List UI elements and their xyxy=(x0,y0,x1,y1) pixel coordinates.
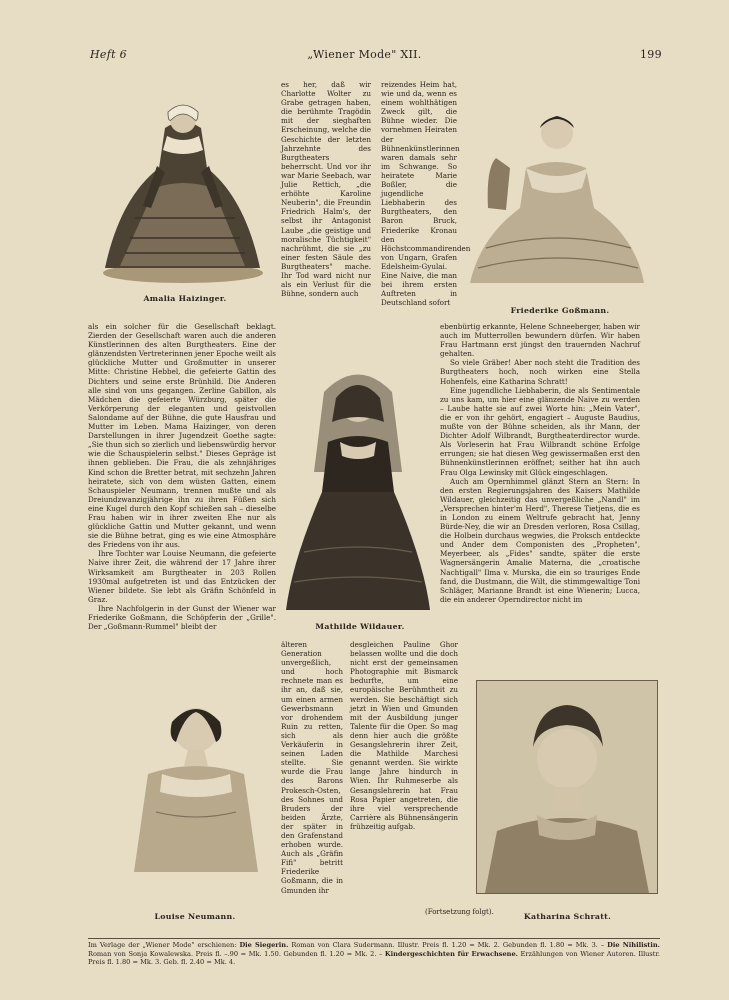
photo-frame-katharina-schratt xyxy=(476,680,658,894)
text-column-left-middle xyxy=(88,322,276,697)
caption-katharina-schratt: Katharina Schratt. xyxy=(523,912,612,921)
paragraph: als ein solcher für die Gesellschaft beklagt. Zierden der Gesellschaft waren auch die anderen Künstlerinnen des alten Burgtheaters. Eine der glänzendsten Vertreterinnen jener Epoche weilt als glückliche Mutter und Großmutter in unserer Mitte: Christine Hebbel, die gefeierte Gattin des Dichters und seine erste Brünhild. Die Anderen alle sind von uns gegangen. Zerline Gabillon, als Mädchen die gefeierte Würzburg, später die Verkörperung der eleganten und geistvollen Salondame auf der Bühne, die gute Hausfrau und Mutter im Leben. Mama Haizinger, von deren Darstellungen in ihrer Jugendzeit Goethe sagte: „Sie thun sich so zierlich und liebenswürdig hervor wie die Schauspielerin selbst." Dieses Gepräge ist ihnen geblieben. Die Frau, die als zehnjähriges Kind schon die Bretter betrat, mit sechzehn Jahren heiratete, sich von dem wüsten Gatten, einem Schauspieler Neumann, trennen mußte und als Dreiundzwanzigjährige ihn zu ihren Füßen sich eine Kugel durch den Kopf schießen sah – dieselbe Frau haben wir in ihrer zweiten Ehe nur als glückliche Gattin und Mutter gekannt, und wenn sie die Bühne betrat, ging es wie eine Atmosphäre des Friedens von ihr aus. xyxy=(88,322,276,550)
portrait-mathilde-wildauer xyxy=(284,352,432,617)
portrait-amalia-haizinger xyxy=(95,88,270,288)
book-title-kindergeschichten: Kindergeschichten für Erwachsene. xyxy=(384,949,518,958)
paragraph: reizendes Heim hat, wie und da, wenn es einem wohlthätigen Zweck gilt, die Bühne wieder. Die vornehmen Heiraten der Bühnenkünstlerinnen waren damals sehr im Schwange. So heiratete Marie Boßler, die jugendliche Liebhaberin des Burgtheaters, den Baron Bruck, Friederike Kronau den Höchstcommandirenden von Ungarn, Grafen Edelsheim-Gyulai. Eine Naive, die man bei ihrem ersten Auftreten in Deutschland sofort xyxy=(381,80,471,308)
paragraph: es her, daß wir Charlotte Wolter zu Grabe getragen haben, die berühmte Tragödin mit der sieghaften Erscheinung, welche die Geschichte der letzten Jahrzehnte des Burgtheaters beherrscht. Und vor ihr war Marie Seebach, war Julie Rettich, „die erhöhte Karoline Neuberin", die Freundin Friedrich Halm's, der selbst ihr Antagonist Laube „die geistige und moralische Tüchtigkeit" nachrühmt, die sie „zu einer festen Säule des Burgtheaters" mache. Ihr Tod ward nicht nur als ein Verlust für die Bühne, sondern auch xyxy=(281,80,371,299)
paragraph: Ihre Nachfolgerin in der Gunst der Wiener war Friederike Goßmann, die Schöpferin der „Grille". Der „Goßmann-Rummel" bleibt der xyxy=(88,603,276,632)
continued-note: (Fortsetzung folgt). xyxy=(425,908,494,916)
paragraph: älteren Generation unvergeßlich, und hoch rechnete man es ihr an, daß sie, um einen armen Gewerbsmann vor drohendem Ruin zu retten, sich als Verkäuferin in seinen Laden stellte. Sie wurde die Frau des Barons Prokesch-Osten, des Sohnes und Bruders der beiden Ärzte, der später in den Grafenstand erhoben wurde. Auch als „Gräfin Fifi" betritt Friederike Goßmann, die in Gmunden ihr xyxy=(281,640,343,895)
portrait-friederike-gossmann xyxy=(466,98,648,290)
paragraph: desgleichen Pauline Ghor belassen wollte und die doch nicht erst der gemeinsamen Photographie mit Bismarck bedurfte, um eine europäische Berühmtheit zu werden. Sie beschäftigt sich jetzt in Wien und Gmunden mit der Ausbildung junger Talente für die Oper. So mag denn hier auch die größte Gesangslehrerin ihrer Zeit, die Mathilde Marchesi genannt werden. Sie wirkte lange Jahre hindurch in Wien. Ihr Ruhmeserbe als Gesangslehrerin hat Frau Rosa Papier angetreten, die ihre viel versprechende Carrière als Bühnensängerin frühzeitig aufgab. xyxy=(350,640,458,831)
text-column-a xyxy=(281,80,371,330)
book-info-nihilistin: Roman von Sonja Kowalewska. Preis fl. –.90 = Mk. 1.50. Gebunden fl. 1.20 = Mk. 2. – xyxy=(88,949,383,958)
portrait-katharina-schratt xyxy=(477,681,657,893)
book-info-kindergeschichten: Erzählungen von Wiener Autoren. Illustr. Preis fl. 1.80 = Mk. 3. Geb. fl. 2.40 = Mk. 4. xyxy=(88,949,660,967)
caption-amalia-haizinger: Amalia Haizinger. xyxy=(143,294,227,303)
footer-lead: Im Verlage der „Wiener Mode" erschienen: xyxy=(88,941,237,949)
book-title-siegerin: Die Siegerin. xyxy=(239,941,289,949)
text-column-b-lower xyxy=(350,640,458,902)
publication-title: „Wiener Mode" XII. xyxy=(307,48,422,61)
publisher-footer xyxy=(88,938,660,967)
text-column-b xyxy=(381,80,471,330)
text-column-a-lower xyxy=(281,640,343,910)
page-number: 199 xyxy=(640,48,662,61)
caption-friederike-gossmann: Friederike Goßmann. xyxy=(510,306,610,315)
text-column-right-middle xyxy=(440,322,640,672)
caption-mathilde-wildauer: Mathilde Wildauer. xyxy=(315,622,405,631)
portrait-louise-neumann xyxy=(108,682,278,882)
paragraph: Eine jugendliche Liebhaberin, die als Sentimentale zu uns kam, um hier eine glänzende Naive zu werden – Laube hatte sie auf zwei Worte hin: „Mein Vater", die er von ihr gehört, engagiert – Auguste Baudius, mußte von der Bühne scheiden, als ihr Mann, der Dichter Adolf Wilbrandt, Burgtheaterdirector wurde. Als Vorleserin hat Frau Wilbrandt schöne Erfolge errungen; sie hat diesen Weg gewissermaßen erst den Bühnenkünstlerinnen eröffnet; seither hat ihn auch Frau Olga Lewinsky mit Glück eingeschlagen. xyxy=(440,385,640,477)
paragraph: ebenbürtig erkannte, Helene Schneeberger, haben wir auch im Mutterrollen bewundern dürfen. Wir haben Frau Hartmann erst jüngst den trauernden Nachruf gehalten. xyxy=(440,322,640,359)
caption-louise-neumann: Louise Neumann. xyxy=(154,912,236,921)
issue-number: Heft 6 xyxy=(90,48,127,61)
book-title-nihilistin: Die Nihilistin. xyxy=(607,941,660,949)
paragraph: So viele Gräber! Aber noch steht die Tradition des Burgtheaters hoch, noch wirken eine Stella Hohenfels, eine Katharina Schratt! xyxy=(440,358,640,386)
paragraph: Ihre Tochter war Louise Neumann, die gefeierte Naive ihrer Zeit, die während der 17 Jahre ihrer Wirksamkeit am Burgtheater in 203 Rollen 1930mal aufgetreten ist und das Entzücken der Wiener bildete. Sie lebt als Gräfin Schönfeld in Graz. xyxy=(88,549,276,604)
book-info-siegerin: Roman von Clara Sudermann. Illustr. Preis fl. 1.20 = Mk. 2. Gebunden fl. 1.80 = Mk. 3. – xyxy=(291,941,605,949)
paragraph: Auch am Opernhimmel glänzt Stern an Stern: In den ersten Regierungsjahren des Kaisers Mathilde Wildauer, gleichzeitig das unvergeßliche „Nandl" im „Versprechen hinter'm Herd", Therese Tietjens, die es in London zu einem Weltrufe gebracht hat, Jenny Bürde-Ney, die wir an Dresden verloren, Rosa Csillag, die Holbein durchaus wegwies, die Proksch entdeckte und Ander dem Componisten des „Propheten", Meyerbeer, als „Fides" sandte, später die erste Wagnersängerin Amalie Materna, die „croatische Nachtigall" Ilma v. Murska, die ein so trauriges Ende fand, die Dustmann, die Wilt, die stimmgewaltige Toni Schläger, Marianne Brandt ist eine Wienerin; Lucca, die ein anderer Operndirector nicht im xyxy=(440,476,640,604)
